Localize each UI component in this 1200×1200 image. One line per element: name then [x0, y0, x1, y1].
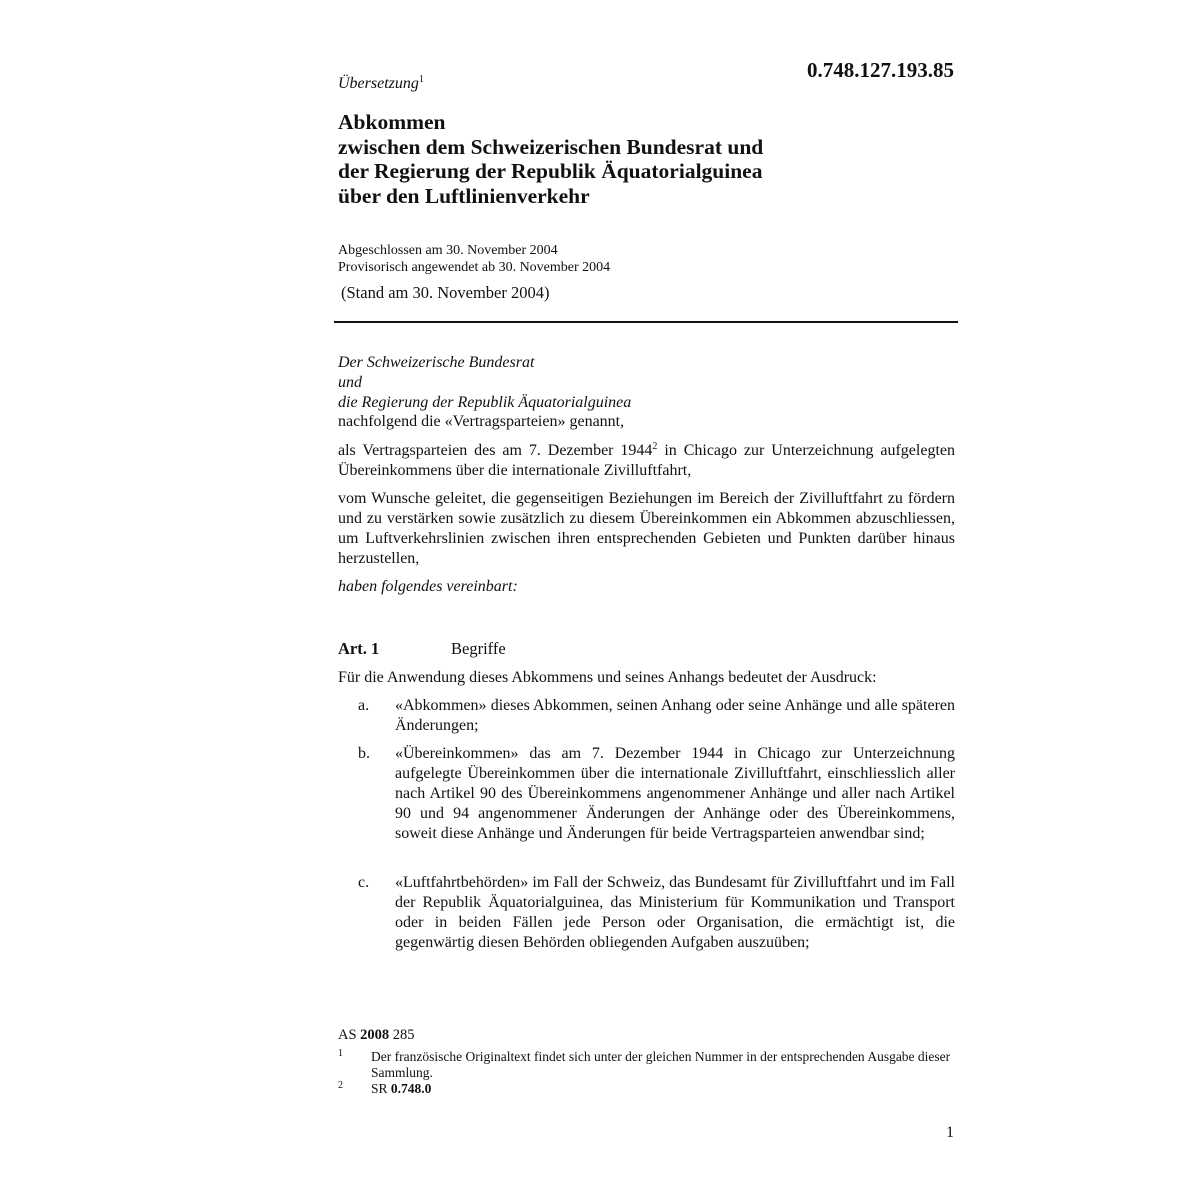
footnote-mark: 2: [338, 1080, 343, 1091]
title-line: Abkommen: [338, 110, 446, 134]
paragraph-text: in Chicago zur Unterzeichnung aufgelegten Übereinkommens über die internationale Zivilluftfahrt,: [338, 442, 955, 479]
preamble-and: und: [338, 374, 362, 391]
list-item: [338, 744, 955, 844]
as-year: 2008: [360, 1027, 390, 1043]
sr-number: 0.748.127.193.85: [807, 58, 954, 82]
item-letter: a.: [358, 697, 370, 714]
footnote-1: [338, 1049, 958, 1081]
as-page: 285: [389, 1027, 415, 1043]
preamble-named: nachfolgend die «Vertragsparteien» genannt,: [338, 413, 625, 430]
preamble-paragraph-1: [338, 441, 955, 481]
document-meta: [338, 242, 958, 276]
article-title: Begriffe: [451, 639, 506, 658]
footnote-sr-link[interactable]: 0.748.0: [390, 1081, 432, 1096]
item-letter: c.: [358, 874, 370, 891]
paragraph-text: als Vertragsparteien des am 7. Dezember 1944: [338, 442, 653, 459]
preamble-agreed: haben folgendes vereinbart:: [338, 578, 518, 595]
footnote-mark: 1: [338, 1048, 343, 1059]
preamble-party2: die Regierung der Republik Äquatorialguinea: [338, 394, 632, 411]
item-text: «Abkommen» dieses Abkommen, seinen Anhang oder seine Anhänge und alle späteren Änderungen;: [395, 697, 955, 734]
header-divider: [334, 321, 958, 323]
footnote-text: [371, 1081, 958, 1097]
footnote-ref-2[interactable]: 2: [652, 441, 658, 452]
preamble-party1: Der Schweizerische Bundesrat: [338, 354, 535, 371]
footnote-text: Der französische Originaltext findet sich unter der gleichen Nummer in der entsprechenden Ausgabe dieser Sammlung.: [371, 1049, 951, 1080]
footnote-prefix: SR: [371, 1081, 391, 1096]
concluded-date: Abgeschlossen am 30. November 2004: [338, 243, 558, 258]
item-text: «Luftfahrtbehörden» im Fall der Schweiz, das Bundesamt für Zivilluftfahrt und im Fall der Republik Äquatorialguinea, das Ministerium für Kommunikation und Transport oder in beiden Fällen jede Person oder Organisation, die ermächtigt ist, die gegenwärtig diesen Behörden obliegenden Aufgaben auszuüben;: [395, 874, 955, 951]
title-line: der Regierung der Republik Äquatorialguinea: [338, 159, 763, 183]
page-number: 1: [946, 1124, 954, 1141]
as-prefix: AS: [338, 1027, 361, 1043]
footnote-2: [338, 1081, 958, 1097]
document-title: [338, 110, 958, 208]
preamble-paragraph-2: vom Wunsche geleitet, die gegenseitigen Beziehungen im Bereich der Zivilluftfahrt zu fördern und zu verstärken sowie zusätzlich zu diesem Übereinkommen ein Abkommen abzuschliessen, um Luftverkehrslinien zwischen ihren entsprechenden Gebieten und Punkten darüber hinaus herzustellen,: [338, 490, 955, 567]
item-text: «Übereinkommen» das am 7. Dezember 1944 in Chicago zur Unterzeichnung aufgelegte Übereinkommen über die internationale Zivilluftfahrt, einschliesslich aller nach Artikel 90 des Übereinkommens angenommener Anhänge und aller nach Artikel 90 und 94 angenommener Änderungen der Anhänge oder des Übereinkommens, soweit diese Anhänge und Änderungen für beide Vertragsparteien anwendbar sind;: [395, 745, 955, 842]
list-item: [338, 696, 955, 736]
status-date: (Stand am 30. November 2004): [341, 283, 550, 302]
article-heading: [338, 639, 506, 659]
title-line: über den Luftlinienverkehr: [338, 183, 590, 208]
item-letter: b.: [358, 745, 370, 762]
title-line: zwischen dem Schweizerischen Bundesrat und: [338, 134, 764, 159]
article-number: Art. 1: [338, 639, 380, 658]
provisional-date: Provisorisch angewendet ab 30. November 2004: [338, 260, 611, 275]
official-collection-reference: [338, 1027, 415, 1044]
footnote-ref-1[interactable]: 1: [418, 74, 424, 85]
translation-text: Übersetzung: [338, 75, 419, 92]
article-intro: Für die Anwendung dieses Abkommens und seines Anhangs bedeutet der Ausdruck:: [338, 669, 877, 686]
list-item: [338, 873, 955, 953]
translation-label: [338, 75, 424, 93]
